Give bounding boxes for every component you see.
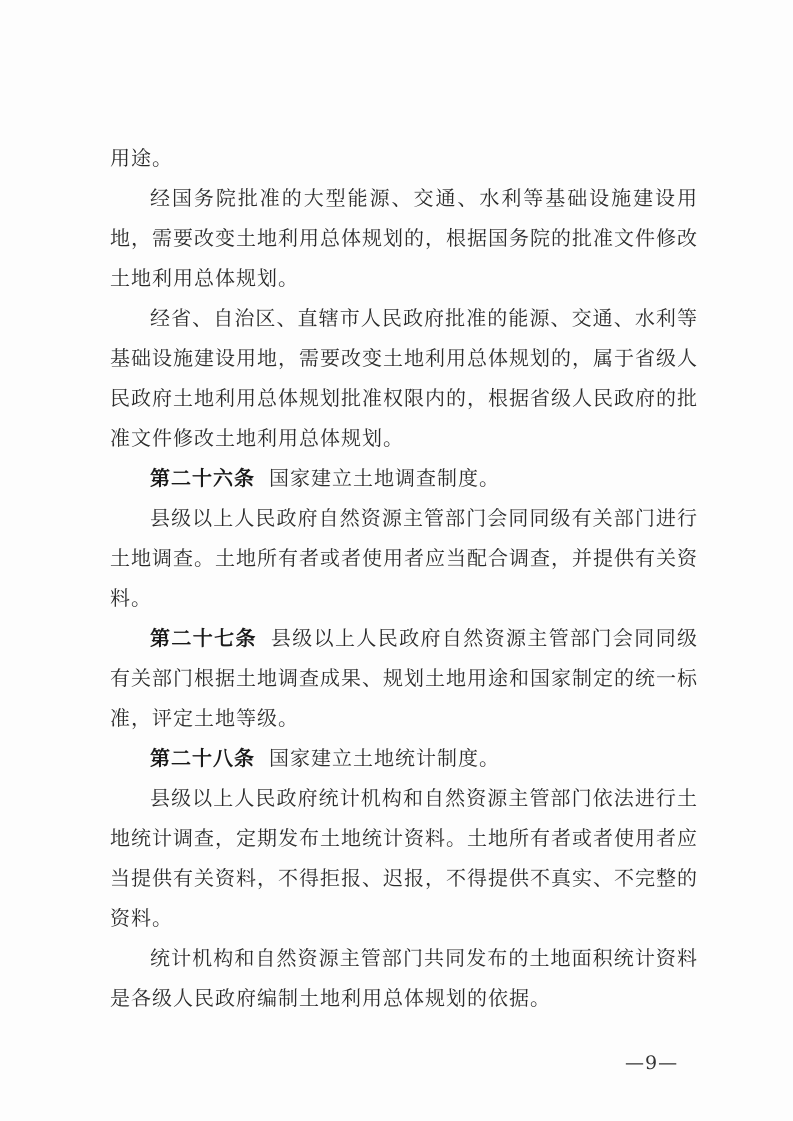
- article-heading: 第二十八条: [150, 746, 255, 770]
- article-26: [110, 458, 698, 498]
- paragraph-text: 用途。: [110, 146, 173, 170]
- article-text: 国家建立土地调查制度。: [269, 466, 500, 490]
- article-text: 县级以上人民政府自然资源主管部门会同同级有关部门根据土地调查成果、规划土地用途和国家制定的统一标准，评定土地等级。: [110, 626, 698, 730]
- page-number: —9—: [625, 1052, 679, 1074]
- paragraph-land-statistics: [110, 778, 698, 938]
- paragraph-text: 经省、自治区、直辖市人民政府批准的能源、交通、水利等基础设施建设用地，需要改变土地利用总体规划的，属于省级人民政府土地利用总体规划批准权限内的，根据省级人民政府的批准文件修改土地利用总体规划。: [110, 306, 698, 450]
- article-27: [110, 618, 698, 738]
- paragraph-provincial-approval: [110, 298, 698, 458]
- document-body: [110, 138, 698, 1018]
- article-heading: 第二十六条: [150, 466, 255, 490]
- paragraph-text: 县级以上人民政府统计机构和自然资源主管部门依法进行土地统计调查，定期发布土地统计资料。土地所有者或者使用者应当提供有关资料，不得拒报、迟报，不得提供不真实、不完整的资料。: [110, 786, 698, 930]
- paragraph-text: 统计机构和自然资源主管部门共同发布的土地面积统计资料是各级人民政府编制土地利用总体规划的依据。: [110, 946, 698, 1010]
- paragraph-statistics-basis: [110, 938, 698, 1018]
- paragraph-land-survey: [110, 498, 698, 618]
- paragraph-text: 经国务院批准的大型能源、交通、水利等基础设施建设用地，需要改变土地利用总体规划的，根据国务院的批准文件修改土地利用总体规划。: [110, 186, 698, 290]
- article-28: [110, 738, 698, 778]
- paragraph-state-council-approval: [110, 178, 698, 298]
- paragraph-text: 县级以上人民政府自然资源主管部门会同同级有关部门进行土地调查。土地所有者或者使用者应当配合调查，并提供有关资料。: [110, 506, 698, 610]
- paragraph-continuation: [110, 138, 698, 178]
- article-heading: 第二十七条: [150, 626, 257, 650]
- article-text: 国家建立土地统计制度。: [269, 746, 500, 770]
